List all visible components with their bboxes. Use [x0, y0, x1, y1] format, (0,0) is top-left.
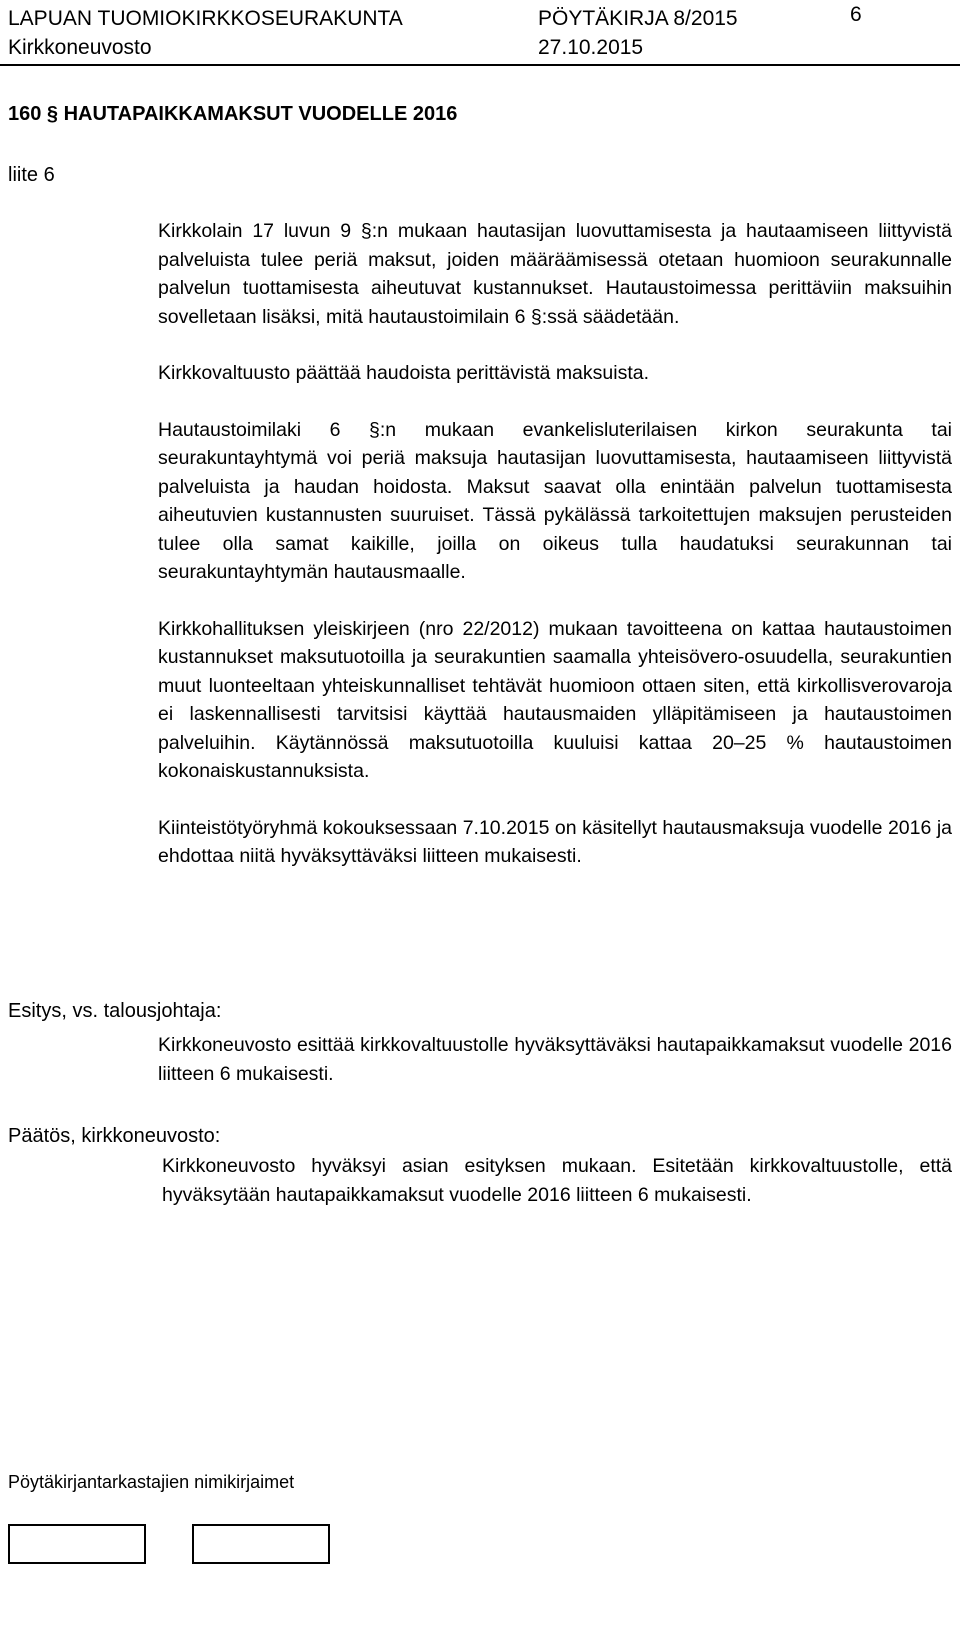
signature-box[interactable] [8, 1524, 146, 1564]
proposal-text: Kirkkoneuvosto esittää kirkkovaltuustolle hyväksyttäväksi hautapaikkamaksut vuodelle 2016 liitteen 6 mukaisesti. [158, 1034, 952, 1085]
minutes-number: PÖYTÄKIRJA 8/2015 [538, 7, 738, 30]
organization-name: LAPUAN TUOMIOKIRKKOSEURAKUNTA [8, 7, 403, 30]
paragraph: Hautaustoimilaki 6 §:n mukaan evankelisluterilaisen kirkon seurakunta tai seurakuntayhtymä voi periä maksuja hautasijan luovuttamisesta, hautaamiseen liittyvistä palveluista ja haudan hoidosta. Maksut saavat olla enintään palvelun tuottamisesta aiheutuvien kustannusten suuruiset. Tässä pykälässä tarkoitettujen maksujen perusteiden tulee olla samat kaikille, joilla on oikeus tulla haudatuksi seurakunnan tai seurakuntayhtymän hautausmaalle. [158, 418, 952, 583]
page-number: 6 [850, 3, 862, 26]
paragraph: Kirkkovaltuusto päättää haudoista perittävistä maksuista. [158, 362, 650, 384]
meeting-date: 27.10.2015 [538, 36, 644, 59]
signature-label: Pöytäkirjantarkastajien nimikirjaimet [8, 1472, 295, 1492]
proposal-label: Esitys, vs. talousjohtaja: [8, 1000, 222, 1022]
signature-box[interactable] [192, 1524, 330, 1564]
body-name: Kirkkoneuvosto [8, 36, 152, 59]
header-divider [0, 64, 960, 66]
decision-label: Päätös, kirkkoneuvosto: [8, 1125, 221, 1147]
paragraph: Kirkkohallituksen yleiskirjeen (nro 22/2012) mukaan tavoitteena on kattaa hautaustoimen kustannukset maksutuotoilla ja seurakuntien saamalla yhteisövero-osuudella, seurakuntien muut luonteeltaan yhteiskunnalliset tehtävät huomioon ottaen siten, että kirkollisverovaroja ei laskennallisesti tarvitsisi käyttää hautausmaiden ylläpitämiseen ja hautaustoimen palveluihin. Käytännössä maksutuotoilla kuuluisi kattaa 20–25 % hautaustoimen kokonaiskustannuksista. [158, 617, 952, 782]
attachment-reference: liite 6 [8, 164, 55, 186]
section-body [158, 217, 952, 899]
paragraph: Kiinteistötyöryhmä kokouksessaan 7.10.2015 on käsitellyt hautausmaksuja vuodelle 2016 ja ehdottaa niitä hyväksyttäväksi liitteen mukaisesti. [158, 816, 952, 867]
section-title: 160 § HAUTAPAIKKAMAKSUT VUODELLE 2016 [8, 103, 458, 125]
decision-text: Kirkkoneuvosto hyväksyi asian esityksen mukaan. Esitetään kirkkovaltuustolle, että hyväksytään hautapaikkamaksut vuodelle 2016 liitteen 6 mukaisesti. [162, 1155, 952, 1206]
paragraph: Kirkkolain 17 luvun 9 §:n mukaan hautasijan luovuttamisesta ja hautaamiseen liittyvistä palveluista tulee periä maksut, joiden määräämisessä otetaan huomioon seurakunnalle palvelun tuottamisesta aiheutuvat kustannukset. Hautaustoimessa perittäviin maksuihin sovelletaan lisäksi, mitä hautaustoimilain 6 §:ssä säädetään. [158, 220, 952, 328]
